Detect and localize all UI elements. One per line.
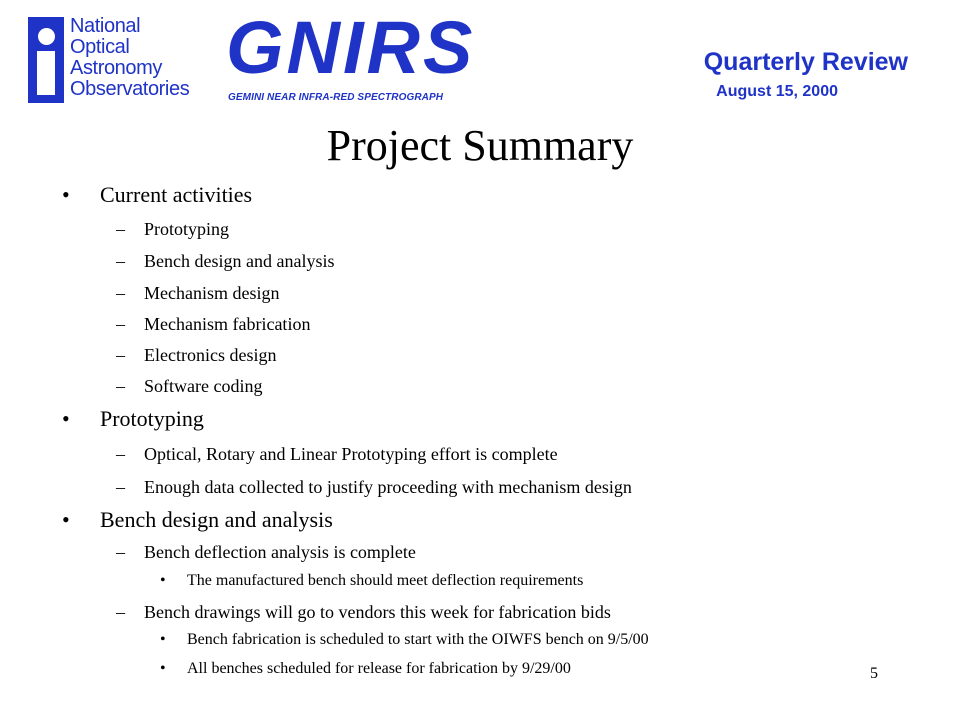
noao-line: Astronomy [70,57,162,79]
dash-icon: – [116,251,125,271]
noao-line: Observatories [70,78,190,100]
sub-bullet-text: Optical, Rotary and Linear Prototyping effort is complete [144,444,558,464]
dash-icon: – [116,376,125,396]
sub-bullet-text: Enough data collected to justify proceeding with mechanism design [144,477,632,497]
review-title: Quarterly Review [703,48,908,76]
dash-icon: – [116,477,125,497]
sub-bullet [116,218,229,240]
bullet-text: Current activities [100,182,253,207]
sub-bullet [116,344,276,366]
sub-bullet [116,443,558,465]
dash-icon: – [116,602,125,622]
gnirs-logo: GNIRS [226,6,476,89]
sub-sub-bullet-text: The manufactured bench should meet deflection requirements [187,572,584,589]
sub-sub-bullet [160,659,571,679]
noao-line: National [70,15,141,37]
sub-bullet [116,282,279,304]
bullet-text: Prototyping [100,406,204,431]
bullet-heading [62,507,333,533]
review-date: August 15, 2000 [716,83,838,100]
sub-bullet-text: Software coding [144,376,263,396]
dash-icon: – [116,219,125,239]
sub-bullet-text: Bench deflection analysis is complete [144,542,416,562]
bullet-heading [62,182,252,208]
bullet-heading [62,406,204,432]
bullet-icon: • [62,406,70,431]
dash-icon: – [116,283,125,303]
sub-bullet [116,250,334,272]
sub-bullet [116,313,310,335]
bullet-icon: • [160,631,166,648]
dash-icon: – [116,444,125,464]
sub-sub-bullet [160,630,649,650]
sub-sub-bullet [160,571,583,591]
noao-wordmark [70,16,220,100]
bullet-icon: • [62,507,70,532]
sub-bullet [116,601,611,623]
bullet-icon: • [160,660,166,677]
sub-bullet-text: Mechanism design [144,283,280,303]
bullet-text: Bench design and analysis [100,507,333,532]
sub-sub-bullet-text: All benches scheduled for release for fabrication by 9/29/00 [187,660,571,677]
sub-bullet-text: Bench design and analysis [144,251,335,271]
slide-title: Project Summary [326,121,634,170]
sub-sub-bullet-text: Bench fabrication is scheduled to start with the OIWFS bench on 9/5/00 [187,631,649,648]
bullet-icon: • [160,572,166,589]
sub-bullet-text: Electronics design [144,345,277,365]
sub-bullet-text: Mechanism fabrication [144,314,311,334]
noao-line: Optical [70,36,130,58]
page-number: 5 [870,665,878,682]
bullet-icon: • [62,182,70,207]
sub-bullet-text: Bench drawings will go to vendors this week for fabrication bids [144,602,611,622]
sub-bullet-text: Prototyping [144,219,230,239]
dash-icon: – [116,345,125,365]
noao-logo-icon [28,17,64,103]
sub-bullet [116,541,416,563]
dash-icon: – [116,542,125,562]
dash-icon: – [116,314,125,334]
sub-bullet [116,375,262,397]
sub-bullet [116,476,632,498]
gnirs-subtitle: GEMINI NEAR INFRA-RED SPECTROGRAPH [228,92,444,103]
